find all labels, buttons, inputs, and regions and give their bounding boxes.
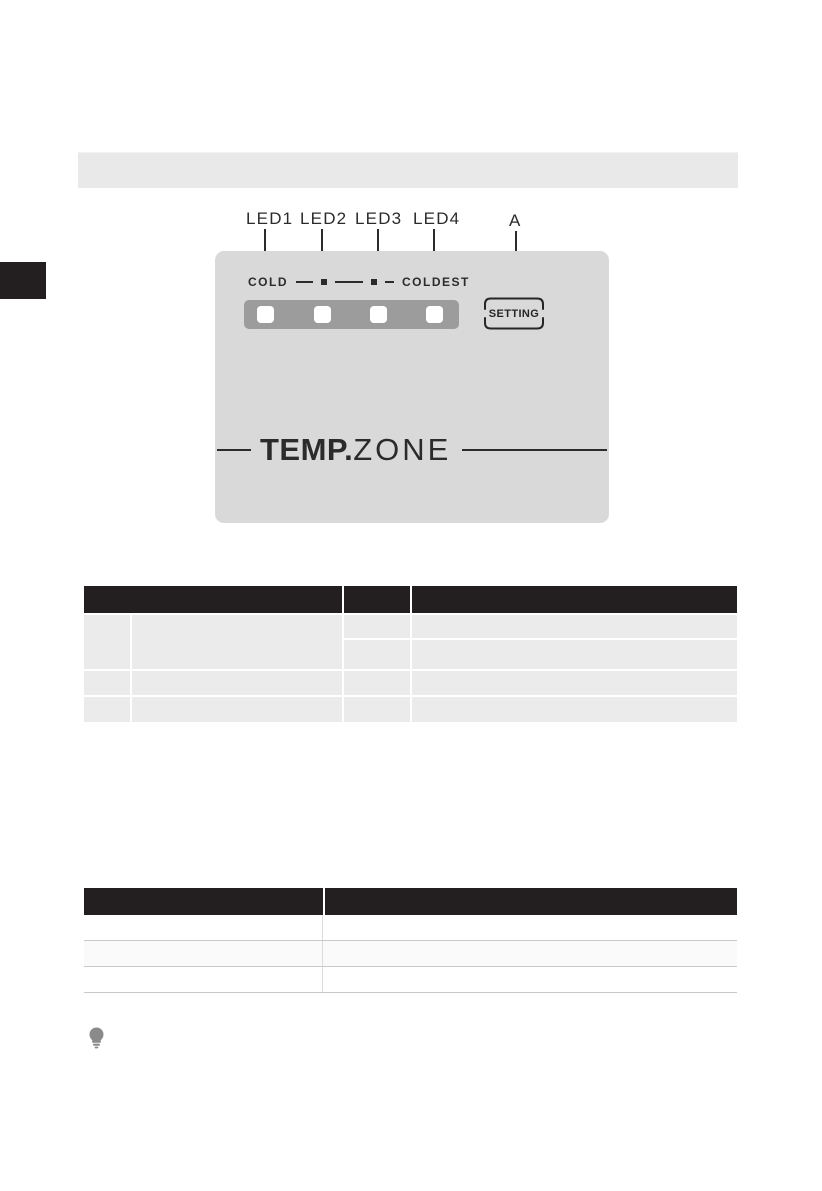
cold-label: COLD [248,275,288,289]
callout-label-led4: LED4 [413,209,461,228]
table2-cell [323,967,737,992]
scale-dash [385,281,394,283]
table2-cell [84,915,323,940]
table1-cell [344,615,410,638]
coldest-label: COLDEST [402,275,470,289]
chapter-edge-tab [0,262,46,299]
table2-header-cell [84,888,323,915]
table1-cell-merged [84,615,130,669]
scale-tick-square [321,279,327,285]
led-indicator-bar [244,300,459,329]
logo-rule-left [217,449,251,451]
table-row [84,967,737,993]
callout-label-a: A [509,211,522,230]
setting-button-label: SETTING [488,307,540,320]
logo-rule-right [462,449,607,451]
control-panel-illustration [215,251,609,523]
temp-zone-logo [217,432,607,468]
callout-label-led2: LED2 [300,209,348,228]
lightbulb-icon [88,1027,105,1050]
settings-table [84,888,737,993]
callout-label-led1: LED1 [246,209,294,228]
table1-header-cell [412,586,737,613]
scale-dash [296,281,313,283]
scale-tick-square [371,279,377,285]
table2-header-row [84,888,737,915]
table1-cell [344,697,410,722]
table1-cell [132,671,342,695]
table1-cell [412,640,737,669]
led-indicator [370,306,387,323]
table1-cell [412,697,737,722]
logo-text-light: ZONE [353,432,452,467]
section-header-bar [78,152,738,188]
table1-cell [344,671,410,695]
setting-button [483,296,545,331]
table2-cell [84,967,323,992]
logo-text-bold: TEMP. [260,432,354,467]
table1-cell-merged [132,615,342,669]
led-indicator [426,306,443,323]
table1-header-cell [84,586,342,613]
table1-cell [84,697,130,722]
table2-cell [84,941,323,966]
table1-cell [344,640,410,669]
temperature-scale [248,275,470,289]
table1-header-cell [344,586,410,613]
table2-cell [323,915,737,940]
table1-cell [412,671,737,695]
table2-cell [323,941,737,966]
table-row [84,915,737,941]
table1-cell [132,697,342,722]
led-indicator [257,306,274,323]
led-status-table [84,586,737,722]
led-indicator [314,306,331,323]
table1-cell [84,671,130,695]
table1-cell [412,615,737,638]
callout-label-led3: LED3 [355,209,403,228]
table-row [84,941,737,967]
scale-dash [335,281,363,283]
table2-header-cell [325,888,737,915]
